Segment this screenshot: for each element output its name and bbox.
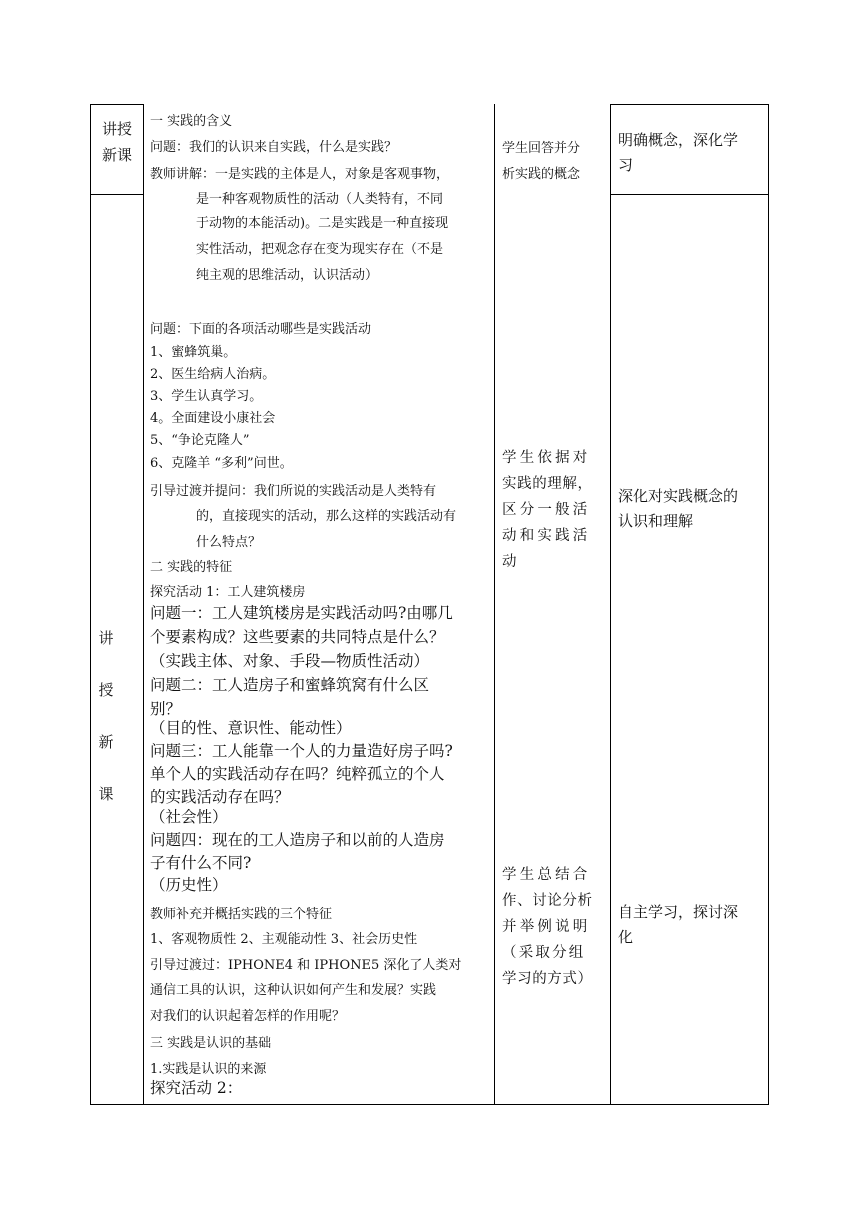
explanation-line: 是一种客观物质性的活动（人类特有，不同 [196, 192, 444, 207]
student-activity-line: 学生依据对 [502, 450, 591, 466]
student-activity-line: 动 [502, 554, 518, 570]
design-purpose-line: 明确概念，深化学 [618, 131, 739, 149]
list-item: 2、医生给病人治病。 [150, 367, 276, 382]
answer-line: （实践主体、对象、手段—物质性活动） [150, 652, 430, 670]
answer-line: （目的性、意识性、能动性） [150, 719, 352, 737]
section-label-char: 课 [98, 785, 114, 803]
design-purpose-3 [618, 900, 768, 950]
question-line: 问题：我们的认识来自实践，什么是实践？ [150, 140, 398, 155]
table-border-top-right [610, 104, 769, 105]
section-label-line: 新课 [101, 146, 132, 164]
explanation-line: 实性活动，把观念存在变为现实存在（不是 [196, 242, 444, 257]
student-activity-line: （采取分组 [502, 945, 586, 961]
section-label-char: 讲 [98, 629, 114, 647]
explanation-line: 教师讲解：一是实践的主体是人，对象是客观事物， [150, 167, 450, 182]
question-line: 问题四：现在的工人造房子和以前的人造房 [150, 831, 445, 849]
list-item: 3、学生认真学习。 [150, 389, 263, 404]
explanation-line: 纯主观的思维活动，认识活动） [196, 268, 379, 283]
student-activity-line: 学生总结合 [502, 867, 591, 883]
list-item: 6、克隆羊 “多利”问世。 [150, 456, 293, 471]
answer-line: （社会性） [150, 808, 228, 826]
question-line: 个要素构成？这些要素的共同特点是什么？ [150, 628, 445, 646]
question-line: 单个人的实践活动存在吗？纯粹孤立的个人 [150, 765, 445, 783]
design-purpose-line: 自主学习，探讨深 [618, 903, 739, 921]
subsection-heading: 1.实践是认识的来源 [150, 1062, 267, 1077]
table-border-top [90, 104, 144, 105]
activity-line: 探究活动 1：工人建筑楼房 [150, 585, 306, 600]
list-item: 1、蜜蜂筑巢。 [150, 345, 237, 360]
student-activity-line: 学生回答并分 [502, 141, 581, 156]
question-line: 问题：下面的各项活动哪些是实践活动 [150, 322, 372, 337]
design-purpose-line: 化 [618, 928, 634, 946]
design-purpose-2 [618, 484, 768, 534]
question-line: 问题三：工人能靠一个人的力量造好房子吗? [150, 742, 453, 760]
student-activity-line: 学习的方式） [502, 971, 593, 987]
transition-line: 引导过渡并提问：我们所说的实践活动是人类特有 [150, 484, 437, 499]
section-heading: 三 实践是认识的基础 [150, 1036, 272, 1051]
answer-line: （历史性） [150, 876, 228, 894]
section-label-top [90, 116, 144, 168]
student-activity-line: 区分一般活 [502, 502, 591, 518]
section-label-char: 授 [98, 681, 114, 699]
student-activity-line: 并举例说明 [502, 919, 591, 935]
design-purpose-1 [618, 128, 768, 178]
design-purpose-line: 习 [618, 156, 634, 174]
list-item: 4。全面建设小康社会 [150, 411, 276, 426]
student-activity-line: 动和实践活 [502, 528, 591, 544]
question-line: 问题二：工人造房子和蜜蜂筑窝有什么区 [150, 676, 430, 694]
table-divider-3 [610, 104, 611, 1105]
question-line: 别？ [150, 700, 182, 718]
transition-line: 的，直接现实的活动，那么这样的实践活动有 [196, 509, 457, 524]
transition-line: 什么特点？ [196, 535, 262, 550]
section-heading: 一 实践的含义 [150, 114, 233, 129]
table-row-divider-right [610, 194, 769, 195]
section-label-line: 讲授 [101, 120, 132, 138]
student-activity-line: 作、讨论分析 [502, 893, 593, 909]
list-item: 5、“争论克隆人” [150, 433, 250, 448]
table-border-bottom [90, 1104, 769, 1105]
transition-line: 引导过渡过：IPHONE4 和 IPHONE5 深化了人类对 [150, 958, 462, 973]
student-activity-1 [502, 136, 608, 188]
table-divider-2 [494, 104, 495, 1105]
table-row-divider-left [90, 194, 144, 195]
transition-line: 通信工具的认识，这种认识如何产生和发展？实践 [150, 983, 437, 998]
summary-line: 教师补充并概括实践的三个特征 [150, 907, 333, 922]
transition-line: 对我们的认识起着怎样的作用呢？ [150, 1009, 346, 1024]
section-label-char: 新 [98, 733, 114, 751]
design-purpose-line: 深化对实践概念的 [618, 487, 739, 505]
activity-line: 探究活动 2： [150, 1079, 243, 1097]
section-label-vertical [90, 612, 122, 820]
question-line: 子有什么不同? [150, 854, 252, 872]
table-border-right [768, 104, 769, 1105]
table-border-left [90, 104, 91, 1105]
student-activity-3 [502, 862, 610, 992]
student-activity-2 [502, 445, 610, 575]
question-line: 问题一：工人建筑楼房是实践活动吗?由哪几 [150, 604, 453, 622]
table-divider-1 [143, 104, 144, 1105]
explanation-line: 于动物的本能活动)。二是实践是一种直接现 [196, 216, 449, 231]
student-activity-line: 实践的理解， [502, 476, 593, 492]
summary-line: 1、客观物质性 2、主观能动性 3、社会历史性 [150, 932, 418, 947]
design-purpose-line: 认识和理解 [618, 512, 694, 530]
student-activity-line: 析实践的概念 [502, 167, 581, 182]
question-line: 的实践活动存在吗？ [150, 788, 290, 806]
section-heading: 二 实践的特征 [150, 560, 233, 575]
